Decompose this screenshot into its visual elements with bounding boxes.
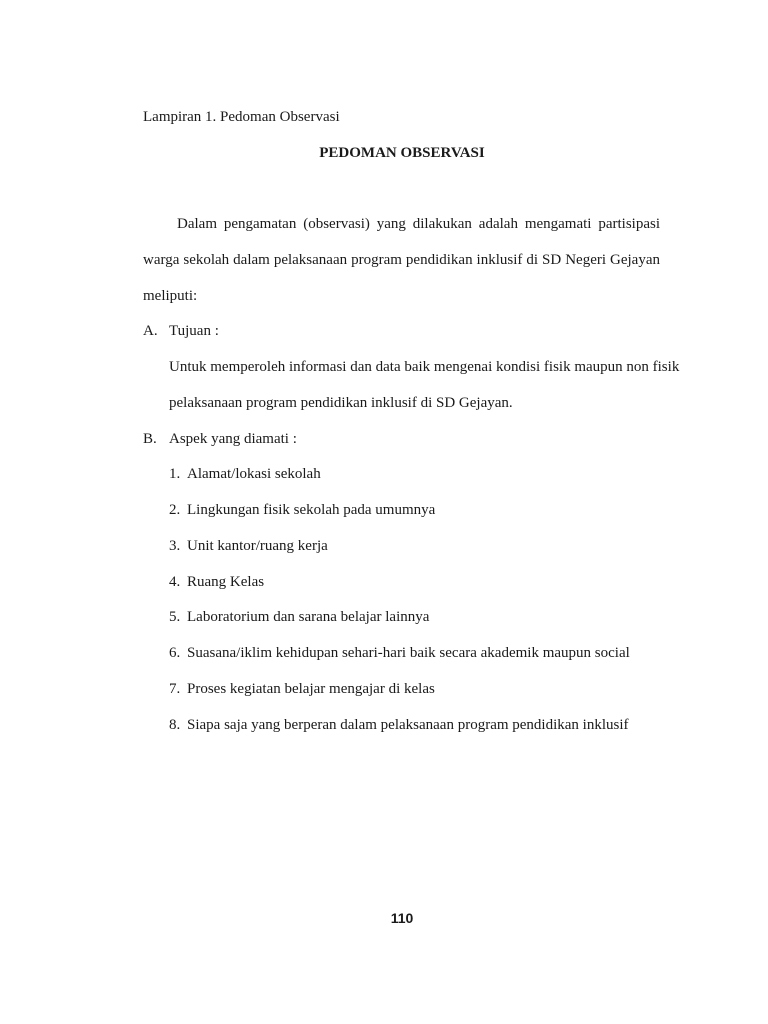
section-a-letter: A. [143, 323, 158, 339]
list-item-text: Unit kantor/ruang kerja [187, 538, 328, 554]
list-item-text: Ruang Kelas [187, 574, 265, 590]
list-item-number: 2. [169, 502, 181, 518]
list-item-text: Siapa saja yang berperan dalam pelaksanaan program pendidikan inklusif [187, 717, 629, 733]
intro-line-2: warga sekolah dalam pelaksanaan program pendidikan inklusif di SD Negeri Gejayan [143, 252, 660, 268]
list-item-text: Alamat/lokasi sekolah [187, 466, 321, 482]
document-title: PEDOMAN OBSERVASI [319, 145, 485, 161]
list-item-number: 5. [169, 609, 181, 625]
section-b-letter: B. [143, 431, 157, 447]
list-item-text: Laboratorium dan sarana belajar lainnya [187, 609, 430, 625]
section-a-body-line-1: Untuk memperoleh informasi dan data baik mengenai kondisi fisik maupun non fisik [169, 359, 680, 375]
appendix-label: Lampiran 1. Pedoman Observasi [143, 109, 340, 125]
list-item-number: 6. [169, 645, 181, 661]
list-item-number: 8. [169, 717, 181, 733]
intro-line-1: Dalam pengamatan (observasi) yang dilakukan adalah mengamati partisipasi [177, 216, 660, 232]
list-item-text: Lingkungan fisik sekolah pada umumnya [187, 502, 436, 518]
list-item-number: 1. [169, 466, 181, 482]
list-item-number: 7. [169, 681, 181, 697]
list-item-number: 4. [169, 574, 181, 590]
section-b-title: Aspek yang diamati : [169, 431, 297, 447]
section-a-body-line-2: pelaksanaan program pendidikan inklusif di SD Gejayan. [169, 395, 513, 411]
list-item-text: Suasana/iklim kehidupan sehari-hari baik secara akademik maupun social [187, 645, 630, 661]
page-number: 110 [390, 910, 414, 926]
list-item-text: Proses kegiatan belajar mengajar di kelas [187, 681, 435, 697]
list-item-number: 3. [169, 538, 181, 554]
intro-line-3: meliputi: [143, 288, 198, 304]
section-a-title: Tujuan : [169, 323, 219, 339]
